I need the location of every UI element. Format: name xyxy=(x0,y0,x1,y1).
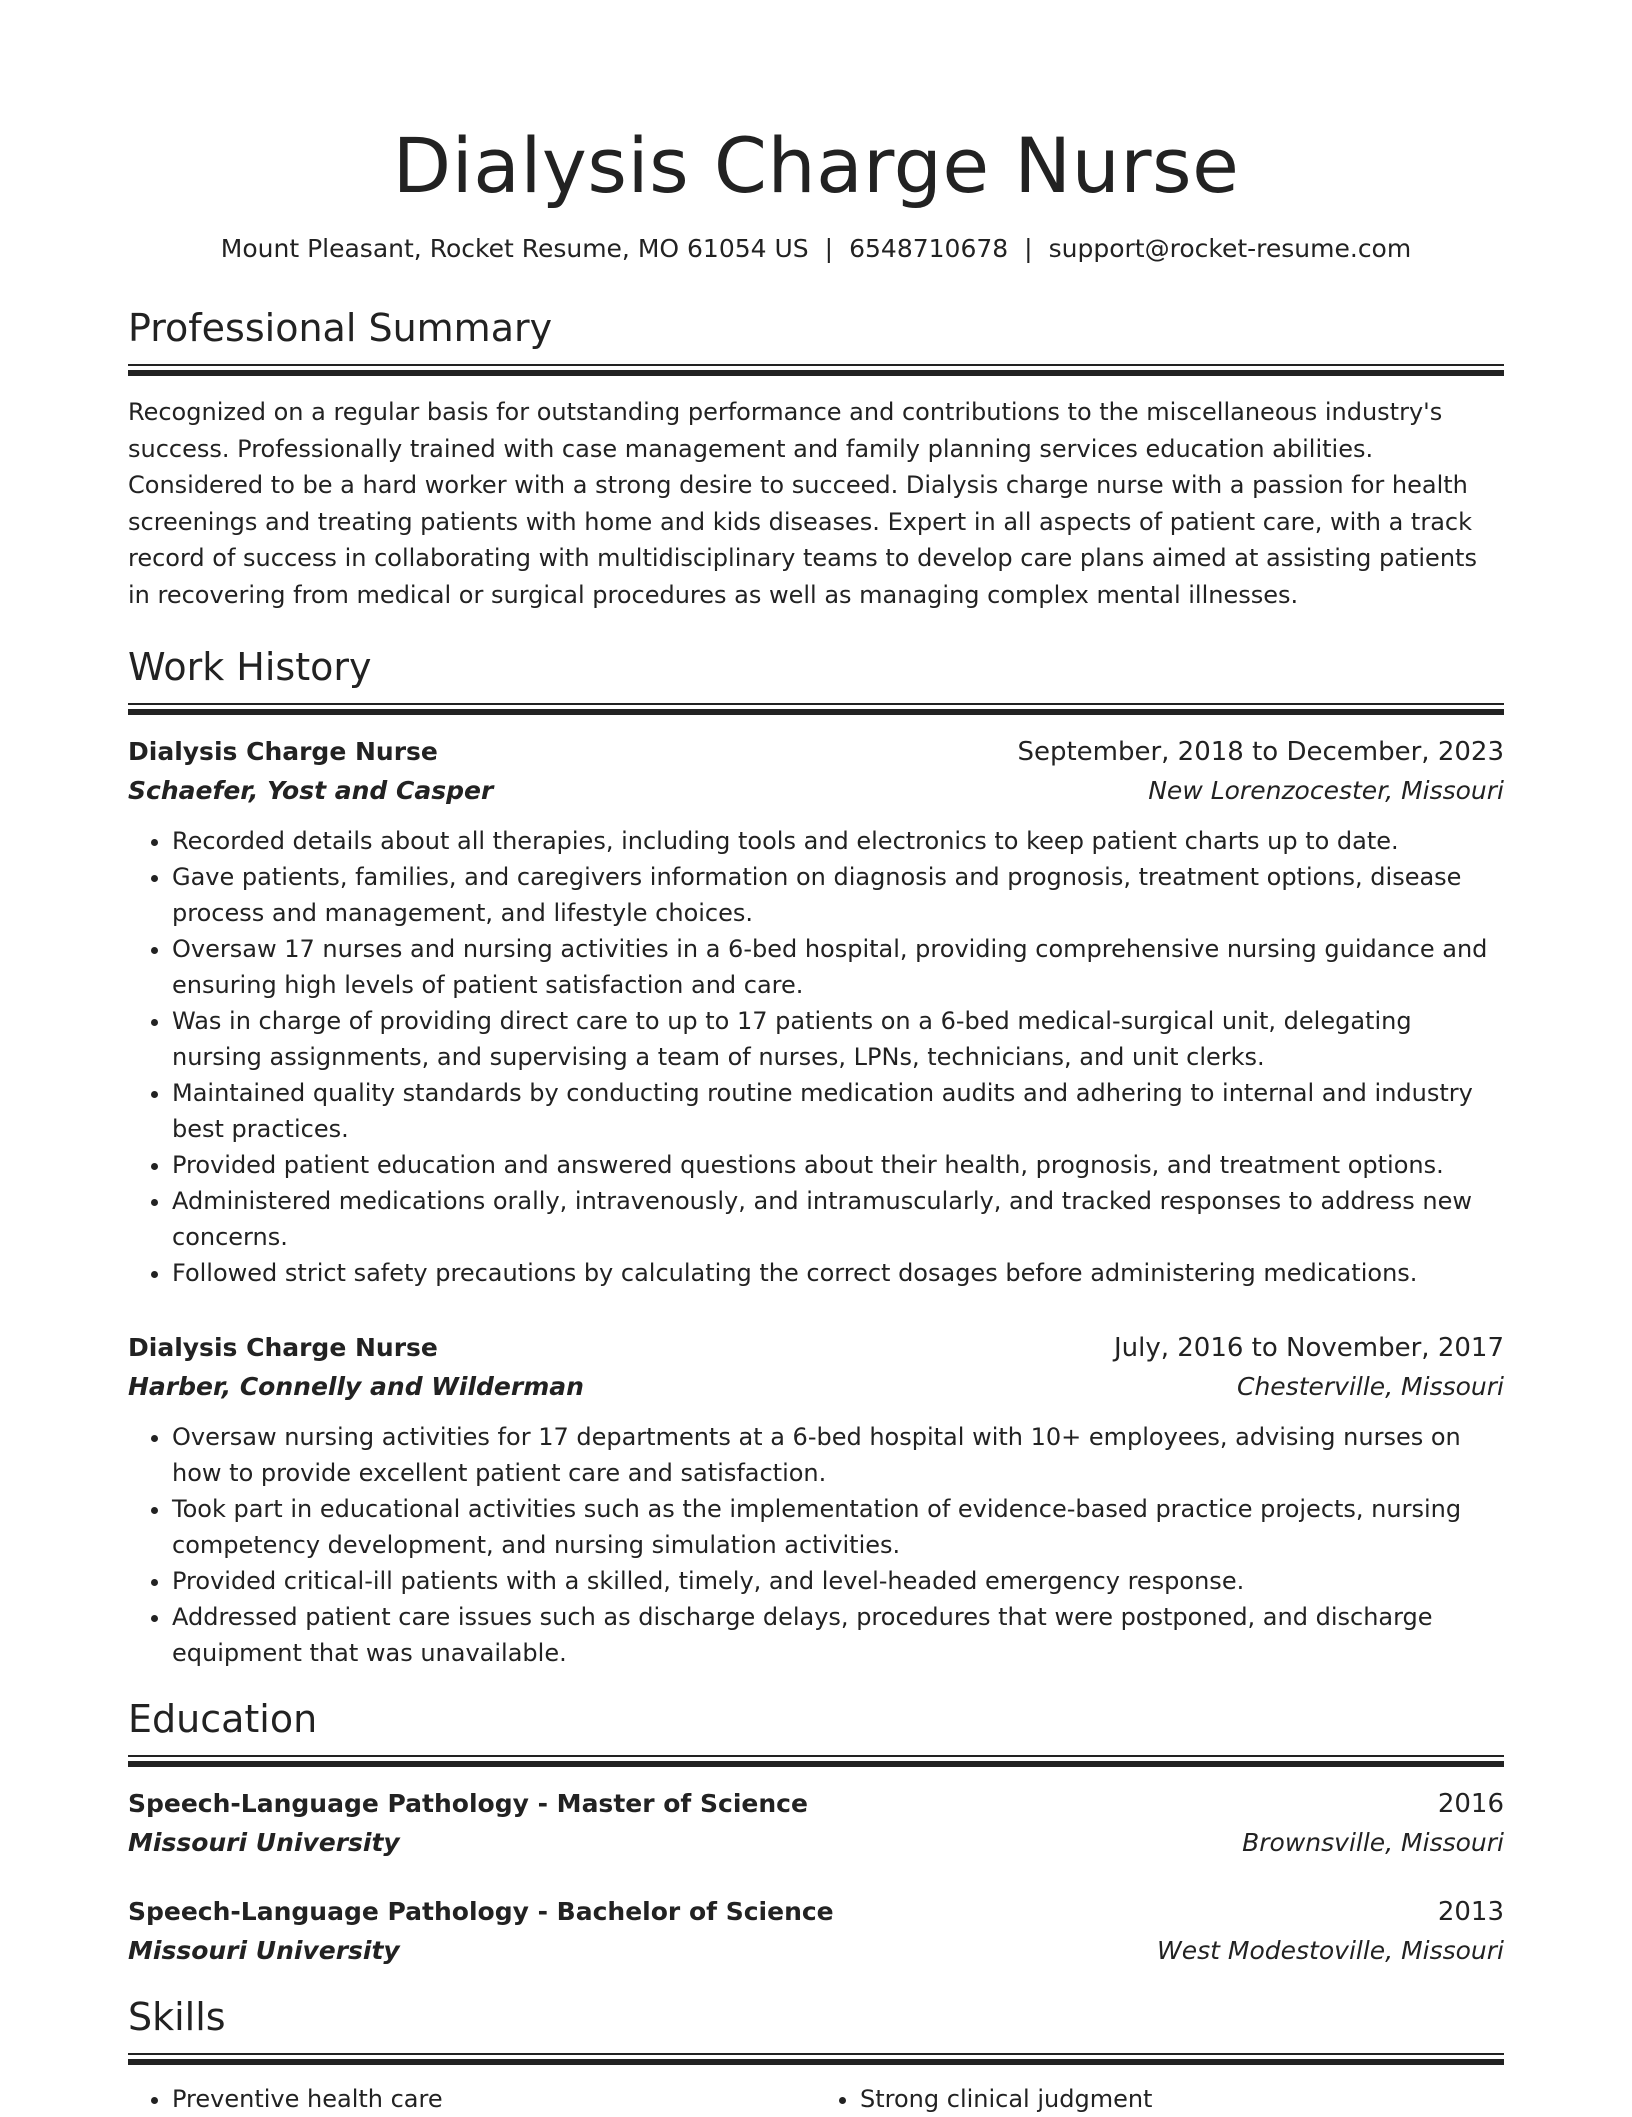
education-entry xyxy=(128,1785,1504,1863)
education-school-row xyxy=(128,1823,1504,1863)
job-bullet: • Followed strict safety precautions by calculating the correct dosages before administering medications. xyxy=(172,1255,1504,1291)
job-location: New Lorenzocester, Missouri xyxy=(1148,776,1504,805)
job-bullet: • Maintained quality standards by conducting routine medication audits and adhering to internal and industry best practices. xyxy=(172,1075,1504,1147)
job-dates: September, 2018 to December, 2023 xyxy=(1017,737,1504,767)
contact-address: Mount Pleasant, Rocket Resume, MO 61054 US xyxy=(220,234,809,263)
education-section xyxy=(128,1695,1504,1971)
resume-name: Dialysis Charge Nurse xyxy=(392,121,1240,210)
summary-section xyxy=(128,304,1504,613)
education-header-row xyxy=(128,1893,1504,1931)
education-entry xyxy=(128,1893,1504,1971)
job-bullet: • Provided patient education and answered questions about their health, prognosis, and treatment options. xyxy=(172,1147,1504,1183)
education-header-row xyxy=(128,1785,1504,1823)
job-bullet: • Oversaw 17 nurses and nursing activities in a 6-bed hospital, providing comprehensive nursing guidance and ensuring high levels of patient satisfaction and care. xyxy=(172,931,1504,1003)
education-school: Missouri University xyxy=(128,1828,400,1857)
job-title: Dialysis Charge Nurse xyxy=(128,1333,438,1362)
job-entry xyxy=(128,733,1504,1291)
education-school: Missouri University xyxy=(128,1936,400,1965)
job-employer-row xyxy=(128,771,1504,811)
skills-section xyxy=(128,1993,1504,2117)
skills-heading: Skills xyxy=(128,1995,226,2039)
job-employer: Schaefer, Yost and Casper xyxy=(128,776,494,805)
work-history-heading: Work History xyxy=(128,645,372,689)
job-employer-row xyxy=(128,1367,1504,1407)
job-entry xyxy=(128,1329,1504,1671)
contact-email: support@rocket-resume.com xyxy=(1048,234,1412,263)
education-year: 2013 xyxy=(1437,1897,1504,1927)
section-divider xyxy=(128,2053,1504,2065)
job-bullet: • Took part in educational activities such as the implementation of evidence-based practice projects, nursing competency development, and nursing simulation activities. xyxy=(172,1491,1504,1563)
skill-item: • Strong clinical judgment xyxy=(860,2081,1504,2117)
education-degree: Speech-Language Pathology - Master of Science xyxy=(128,1789,808,1818)
job-dates: July, 2016 to November, 2017 xyxy=(1113,1333,1504,1363)
summary-text: Recognized on a regular basis for outstanding performance and contributions to the miscellaneous industry's success. Professionally trained with case management and family planning services education abilities. Considered to be a hard worker with a strong desire to succeed. Dialysis charge nurse with a passion for health screenings and treating patients with home and kids diseases. Expert in all aspects of patient care, with a track record of success in collaborating with multidisciplinary teams to develop care plans aimed at assisting patients in recovering from medical or surgical procedures as well as managing complex mental illnesses. xyxy=(128,398,1477,609)
job-bullet: • Oversaw nursing activities for 17 departments at a 6-bed hospital with 10+ employees, advising nurses on how to provide excellent patient care and satisfaction. xyxy=(172,1419,1504,1491)
education-location: Brownsville, Missouri xyxy=(1242,1828,1504,1857)
contact-phone: 6548710678 xyxy=(849,234,1009,263)
section-divider xyxy=(128,364,1504,376)
job-title: Dialysis Charge Nurse xyxy=(128,737,438,766)
contact-separator: | xyxy=(1024,234,1033,263)
job-bullets xyxy=(128,1419,1504,1671)
contact-separator: | xyxy=(824,234,834,263)
work-history-section xyxy=(128,643,1504,1671)
job-bullet: • Recorded details about all therapies, including tools and electronics to keep patient charts up to date. xyxy=(172,823,1504,859)
section-divider xyxy=(128,1755,1504,1767)
job-bullet: • Administered medications orally, intravenously, and intramuscularly, and tracked responses to address new concerns. xyxy=(172,1183,1504,1255)
job-header-row xyxy=(128,1329,1504,1367)
job-bullet: • Gave patients, families, and caregivers information on diagnosis and prognosis, treatment options, disease process and management, and lifestyle choices. xyxy=(172,859,1504,931)
job-location: Chesterville, Missouri xyxy=(1236,1372,1504,1401)
education-degree: Speech-Language Pathology - Bachelor of Science xyxy=(128,1897,834,1926)
job-bullet: • Addressed patient care issues such as discharge delays, procedures that were postponed, and discharge equipment that was unavailable. xyxy=(172,1599,1504,1671)
job-bullets xyxy=(128,823,1504,1291)
job-employer: Harber, Connelly and Wilderman xyxy=(128,1372,584,1401)
education-location: West Modestoville, Missouri xyxy=(1157,1936,1504,1965)
job-bullet: • Was in charge of providing direct care to up to 17 patients on a 6-bed medical-surgical unit, delegating nursing assignments, and supervising a team of nurses, LPNs, technicians, and unit clerks. xyxy=(172,1003,1504,1075)
contact-line xyxy=(128,232,1504,266)
skill-item: • Preventive health care xyxy=(172,2081,816,2117)
job-bullet: • Provided critical-ill patients with a skilled, timely, and level-headed emergency response. xyxy=(172,1563,1504,1599)
section-divider xyxy=(128,703,1504,715)
education-school-row xyxy=(128,1931,1504,1971)
job-header-row xyxy=(128,733,1504,771)
education-heading: Education xyxy=(128,1697,318,1741)
summary-heading: Professional Summary xyxy=(128,306,553,350)
education-year: 2016 xyxy=(1437,1789,1504,1819)
